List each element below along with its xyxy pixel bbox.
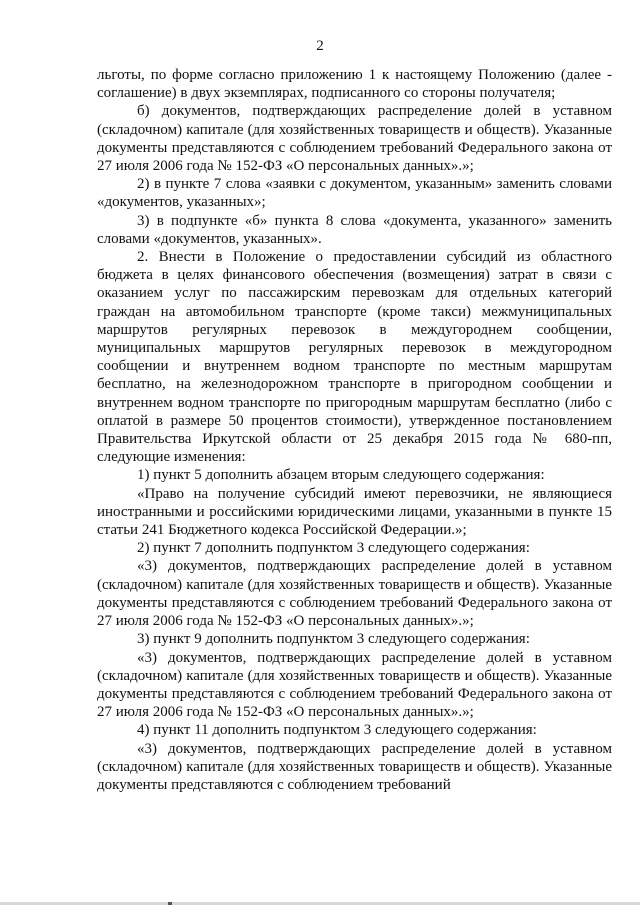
paragraph-4: 3) в подпункте «б» пункта 8 слова «документа, указанного» заменить словами «документов, указанных». <box>97 212 612 247</box>
paragraph-8: 2) пункт 7 дополнить подпунктом 3 следующего содержания: <box>137 540 530 557</box>
page-number: 2 <box>316 38 324 54</box>
paragraph-3: 2) в пункте 7 слова «заявки с документом, указанным» заменить словами «документов, указанных»; <box>97 176 612 211</box>
document-body <box>97 66 612 794</box>
paragraph-5: 2. Внести в Положение о предоставлении субсидий из областного бюджета в целях финансового обеспечения (возмещения) затрат в связи с оказанием услуг по пассажирским перевозкам для отдельных категорий граждан на автомобильном транспорте (кроме такси) межмуниципальных маршрутов регулярных перевозок в междугороднем сообщении, муниципальных маршрутов регулярных перевозок в междугородном сообщении и внутреннем водном транспорте по местным маршрутам бесплатно, на железнодорожном транспорте в пригородном сообщении и внутреннем водном транспорте по пригородным маршрутам бесплатно (либо с оплатой в размере 50 процентов стоимости), утвержденное постановлением Правительства Иркутской области от 25 декабря 2015 года № 680-пп, следующие изменения: <box>97 249 612 466</box>
paragraph-2: б) документов, подтверждающих распределение долей в уставном (складочном) капитале (для хозяйственных товариществ и обществ). Указанные документы представляются с соблюдением требований Федерального закона от 27 июля 2006 года № 152-ФЗ «О персональных данных».»; <box>97 103 612 175</box>
paragraph-1: льготы, по форме согласно приложению 1 к настоящему Положению (далее - соглашение) в двух экземплярах, подписанного со стороны получателя; <box>97 67 612 102</box>
paragraph-9: «3) документов, подтверждающих распределение долей в уставном (складочном) капитале (для хозяйственных товариществ и обществ). Указанные документы представляются с соблюдением требований Федерального закона от 27 июля 2006 года № 152-ФЗ «О персональных данных».»; <box>97 558 612 630</box>
paragraph-11: «3) документов, подтверждающих распределение долей в уставном (складочном) капитале (для хозяйственных товариществ и обществ). Указанные документы представляются с соблюдением требований Федерального закона от 27 июля 2006 года № 152-ФЗ «О персональных данных».»; <box>97 649 612 721</box>
paragraph-12: 4) пункт 11 дополнить подпунктом 3 следующего содержания: <box>137 722 537 739</box>
paragraph-10: 3) пункт 9 дополнить подпунктом 3 следующего содержания: <box>137 631 530 648</box>
paragraph-13: «3) документов, подтверждающих распределение долей в уставном (складочном) капитале (для хозяйственных товариществ и обществ). Указанные документы представляются с соблюдением требований <box>97 740 612 793</box>
paragraph-6: 1) пункт 5 дополнить абзацем вторым следующего содержания: <box>137 467 545 484</box>
paragraph-7: «Право на получение субсидий имеют перевозчики, не являющиеся иностранными и российскими юридическими лицами, указанными в пункте 15 статьи 241 Бюджетного кодекса Российской Федерации.»; <box>97 485 612 539</box>
